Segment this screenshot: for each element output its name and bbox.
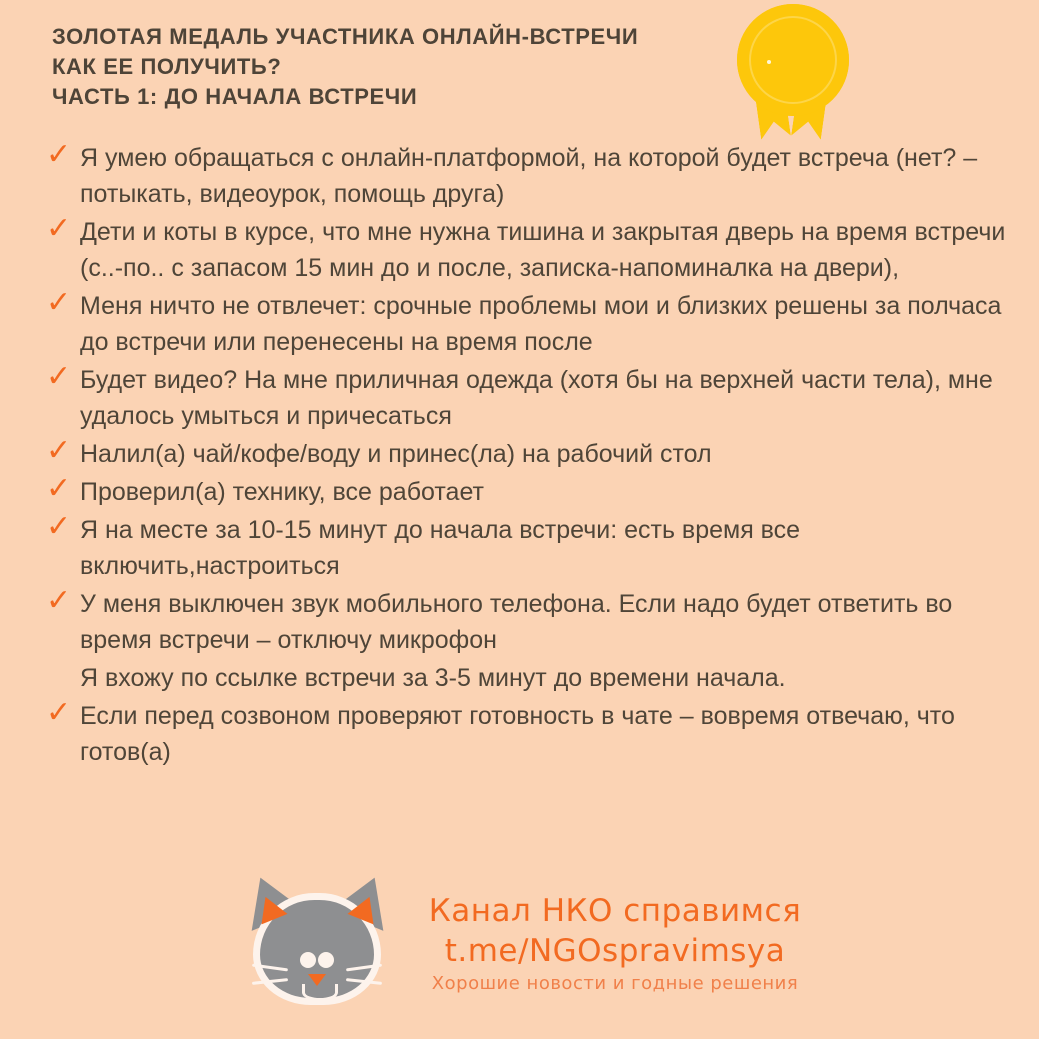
list-item-label: Я вхожу по ссылке встречи за 3-5 минут до времени начала. [80, 664, 786, 692]
list-item-label: Я на месте за 10-15 минут до начала встречи: есть время все включить,настроиться [80, 516, 801, 580]
list-item-label: Если перед созвоном проверяют готовность в чате – вовремя отвечаю, что готов(а) [80, 702, 955, 766]
award-medal-icon [727, 2, 857, 152]
footer-text [410, 891, 820, 997]
channel-link[interactable]: t.me/NGOspravimsya [444, 933, 786, 969]
list-item [40, 512, 1015, 584]
cat-eye-left [300, 952, 316, 968]
check-icon: ✓ [46, 434, 72, 467]
cat-whisker [252, 964, 288, 972]
medal-inner-disc [749, 16, 837, 104]
list-item [40, 288, 1015, 360]
title-line-1: ЗОЛОТАЯ МЕДАЛЬ УЧАСТНИКА ОНЛАЙН-ВСТРЕЧИ [52, 24, 639, 49]
list-item [40, 436, 1015, 472]
cat-mouth [302, 984, 338, 1001]
title-line-3: ЧАСТЬ 1: ДО НАЧАЛА ВСТРЕЧИ [52, 84, 418, 109]
list-item-label: Меня ничто не отвлечет: срочные проблемы мои и близких решены за полчаса до встречи или перенесены на время после [80, 292, 1002, 356]
list-item-label: У меня выключен звук мобильного телефона. Если надо будет ответить во время встречи – отключу микрофон [80, 590, 953, 654]
list-item-label: Проверил(а) технику, все работает [80, 478, 484, 506]
list-item [40, 586, 1015, 658]
cat-face-icon [235, 870, 400, 1005]
check-icon: ✓ [46, 138, 72, 171]
list-item [40, 362, 1015, 434]
cat-whisker [252, 978, 288, 985]
cat-eye-right [318, 952, 334, 968]
list-item [40, 660, 1015, 696]
title-line-2: КАК ЕЕ ПОЛУЧИТЬ? [52, 54, 282, 79]
check-icon: ✓ [46, 360, 72, 393]
check-icon: ✓ [46, 286, 72, 319]
list-item-label: Я умею обращаться с онлайн-платформой, на которой будет встреча (нет? – потыкать, видеоурок, помощь друга) [80, 144, 978, 208]
list-item [40, 214, 1015, 286]
channel-tagline: Хорошие новости и годные решения [431, 973, 799, 994]
check-icon: ✓ [46, 472, 72, 505]
page-title [52, 22, 752, 112]
list-item-label: Дети и коты в курсе, что мне нужна тишина и закрытая дверь на время встречи (с..-по.. с запасом 15 мин до и после, записка-напоминалка на двери), [80, 218, 1006, 282]
check-icon: ✓ [46, 510, 72, 543]
check-icon: ✓ [46, 584, 72, 617]
list-item-label: Будет видео? На мне приличная одежда (хотя бы на верхней части тела), мне удалось умыться и причесаться [80, 366, 993, 430]
cat-whisker [346, 978, 382, 985]
list-item [40, 698, 1015, 770]
footer [225, 861, 825, 1011]
check-icon: ✓ [46, 696, 72, 729]
check-icon: ✓ [46, 212, 72, 245]
medal-sparkle [767, 60, 771, 64]
list-item-label: Налил(а) чай/кофе/воду и принес(ла) на рабочий стол [80, 440, 712, 468]
list-item [40, 140, 1015, 212]
checklist [40, 140, 1015, 772]
channel-name: Канал НКО справимся [428, 893, 802, 929]
cat-whisker [346, 964, 382, 972]
list-item [40, 474, 1015, 510]
